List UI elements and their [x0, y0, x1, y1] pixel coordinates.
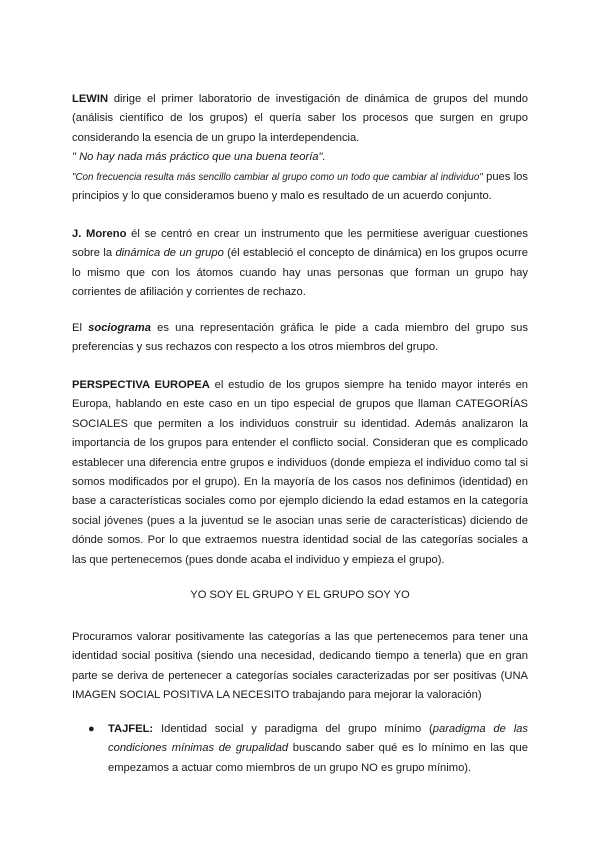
- section-heading: YO SOY EL GRUPO Y EL GRUPO SOY YO: [190, 589, 410, 601]
- moreno-italic: dinámica de un grupo: [115, 247, 224, 260]
- bullet-icon: ●: [88, 723, 95, 735]
- tajfel-italic: paradigma de las condiciones mínimas de grupalidad: [108, 723, 528, 755]
- europea-paragraph: [72, 376, 528, 570]
- europea-name: PERSPECTIVA EUROPEA: [72, 379, 210, 391]
- moreno-paragraph: [72, 225, 528, 303]
- moreno-text-b: (él estableció el concepto de dinámica) en los grupos ocurre lo mismo que con los átomos cuando hay unas personas que forman un grupo hay corrientes de afiliación y corrientes de rechazo.: [72, 247, 528, 299]
- tajfel-name: TAJFEL:: [108, 723, 154, 735]
- lewin-paragraph: [72, 90, 528, 206]
- europea-text: el estudio de los grupos siempre ha tenido mayor interés en Europa, hablando en este caso en un tipo especial de grupos que llaman CATEGORÍAS SOCIALES que permiten a los individuos construir su identidad. Además analizaron la importancia de los grupos para entender el conflicto social. Consideran que es complicado establecer una diferencia entre grupos e individuos (donde empieza el individuo como tal si somos modificados por el grupo). En la mayoría de los casos nos definimos (identidad) en base a características sociales como por ejemplo diciendo la edad estamos en la categoría social jóvenes (pues a la juventud se le asocian unas serie de características) diciendo de dónde somos. Por lo que extraemos nuestra identidad social de las categorías sociales a las que pertenecemos (pues donde acaba el individuo y empieza el grupo).: [72, 379, 529, 566]
- lewin-quote-2-rest: pues los principios y lo que consideramos bueno y malo es resultado de un acuerdo conjunto.: [72, 170, 528, 203]
- tajfel-list-item: [88, 720, 528, 778]
- sociograma-text-b: es una representación gráfica le pide a cada miembro del grupo sus preferencias y sus rechazos con respecto a los otros miembros del grupo.: [72, 322, 528, 354]
- tajfel-text-a: Identidad social y paradigma del grupo mínimo (: [153, 723, 433, 735]
- tajfel-text-b: buscando saber qué es lo mínimo en las que empezamos a actuar como miembros de un grupo NO es grupo mínimo).: [108, 742, 528, 774]
- lewin-quote-2: "Con frecuencia resulta más sencillo cambiar al grupo como un todo que cambiar al individuo": [72, 171, 483, 183]
- moreno-name: J. Moreno: [72, 228, 127, 240]
- procuramos-paragraph: Procuramos valorar positivamente las categorías a las que pertenecemos para tener una identidad social positiva (siendo una necesidad, dedicando tiempo a tenerla) que en gran parte se deriva de pertenecer a categorías sociales caracterizadas por ser positivas (UNA IMAGEN SOCIAL POSITIVA LA NECESITO trabajando para mejorar la valoración): [72, 631, 528, 702]
- lewin-name: LEWIN: [72, 93, 109, 105]
- sociograma-paragraph: [72, 319, 528, 358]
- lewin-quote-1: " No hay nada más práctico que una buena teoría".: [72, 151, 326, 164]
- moreno-text-a: él se centró en crear un instrumento que les permitiese averiguar cuestiones sobre la: [72, 228, 528, 260]
- sociograma-term: sociograma: [88, 322, 151, 334]
- sociograma-text-a: El: [72, 322, 89, 334]
- lewin-text: dirige el primer laboratorio de investigación de dinámica de grupos del mundo (análisis científico de los grupos) el quería saber los procesos que surgen en grupo considerando la esencia de un grupo la interdependencia.: [72, 93, 528, 144]
